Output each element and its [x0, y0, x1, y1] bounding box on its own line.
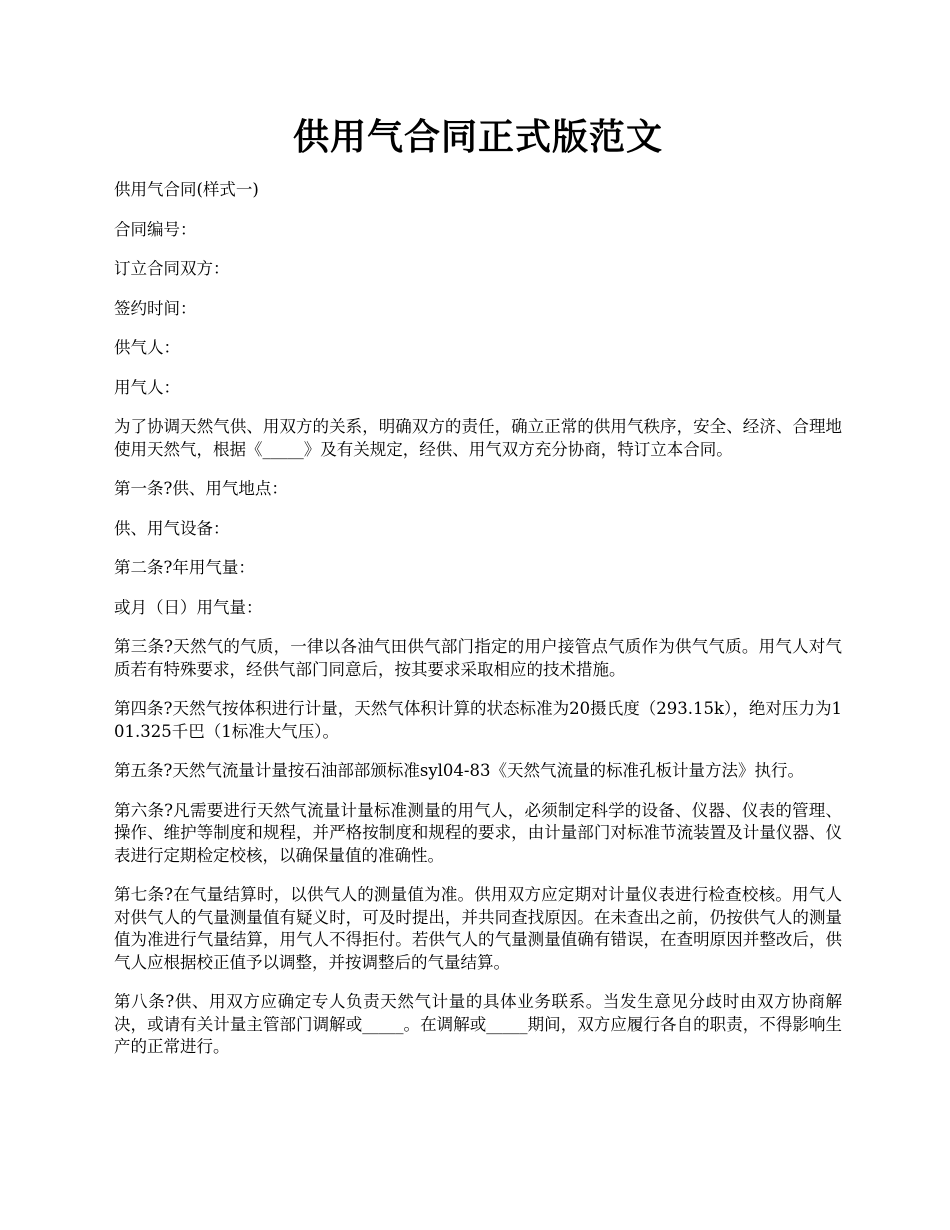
- paragraph-equipment: 供、用气设备：: [114, 518, 230, 538]
- paragraph-article-7: 第七条?在气量结算时，以供气人的测量值为准。供用双方应定期对计量仪表进行检查校核。用气人对供气人的气量测量值有疑义时，可及时提出，并共同查找原因。在未查出之前，仍按供气人的测量值为准进行气量结算，用气人不得拒付。若供气人的气量测量值确有错误，在查明原因并整改后，供气人应根据校正值予以调整，并按调整后的气量结算。: [114, 885, 842, 972]
- paragraph-gas-supplier: 供气人：: [114, 338, 180, 357]
- paragraph-article-1: 第一条?供、用气地点：: [114, 479, 288, 498]
- paragraph-preamble: 为了协调天然气供、用双方的关系，明确双方的责任，确立正常的供用气秩序，安全、经济、合理地使用天然气，根据《_____》及有关规定，经供、用气双方充分协商，特订立本合同。: [114, 417, 842, 459]
- paragraph-signing-time: 签约时间：: [114, 298, 197, 318]
- paragraph-contracting-parties: 订立合同双方：: [114, 259, 230, 278]
- paragraph-article-3: 第三条?天然气的气质，一律以各油气田供气部门指定的用户接管点气质作为供气气质。用气人对气质若有特殊要求，经供气部门同意后，按其要求采取相应的技术措施。: [114, 637, 842, 679]
- document-title: 供用气合同正式版范文: [292, 116, 663, 158]
- paragraph-article-4: 第四条?天然气按体积进行计量，天然气体积计算的状态标准为20摄氏度（293.15k），绝对压力为101.325千巴（1标准大气压）。: [114, 699, 842, 741]
- paragraph-article-6: 第六条?凡需要进行天然气流量计量标准测量的用气人，必须制定科学的设备、仪器、仪表的管理、操作、维护等制度和规程，并严格按制度和规程的要求，由计量部门对标准节流装置及计量仪器、仪表进行定期检定校核，以确保量值的准确性。: [114, 800, 842, 865]
- paragraph-contract-style: 供用气合同(样式一): [114, 180, 259, 199]
- paragraph-contract-number: 合同编号：: [114, 219, 197, 239]
- paragraph-gas-user: 用气人：: [114, 377, 180, 397]
- document-body: [114, 179, 842, 1076]
- paragraph-article-8: 第八条?供、用双方应确定专人负责天然气计量的具体业务联系。当发生意见分歧时由双方协商解决，或请有关计量主管部门调解或_____。在调解或_____期间，双方应履行各自的职责，不得影响生产的正常进行。: [114, 992, 842, 1056]
- paragraph-article-2: 第二条?年用气量：: [114, 558, 255, 577]
- paragraph-monthly-volume: 或月（日）用气量：: [114, 597, 263, 617]
- paragraph-article-5: 第五条?天然气流量计量按石油部部颁标准syl04-83《天然气流量的标准孔板计量方法》执行。: [114, 761, 804, 780]
